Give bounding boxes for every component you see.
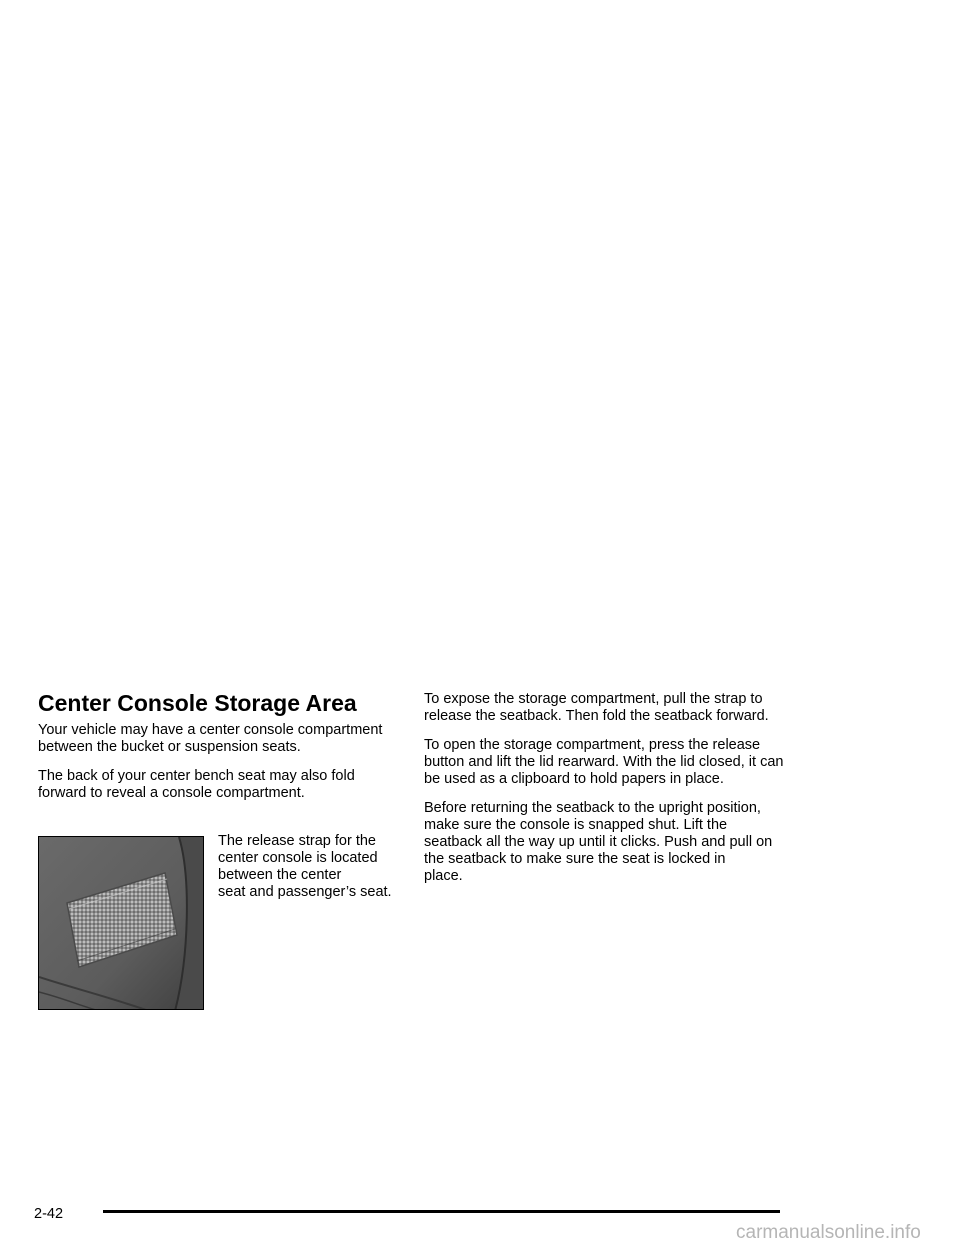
text-line: place. — [424, 868, 463, 884]
text-line: the seatback to make sure the seat is locked in — [424, 851, 726, 867]
text-line: button and lift the lid rearward. With the lid closed, it can — [424, 754, 784, 770]
text-line: release the seatback. Then fold the seatback forward. — [424, 708, 769, 724]
release-strap-illustration — [39, 837, 204, 1010]
text-line: forward to reveal a console compartment. — [38, 785, 305, 801]
caption-line: The release strap for the — [218, 833, 376, 849]
bench-seat-paragraph — [38, 768, 398, 802]
right-column — [424, 691, 796, 897]
expose-compartment-paragraph — [424, 691, 796, 725]
text-line: be used as a clipboard to hold papers in place. — [424, 771, 724, 787]
page-title: Center Console Storage Area — [38, 690, 357, 716]
intro-paragraph — [38, 722, 398, 756]
text-line: The back of your center bench seat may also fold — [38, 768, 355, 784]
caption-line: center console is located — [218, 850, 378, 866]
page-number: 2-42 — [34, 1206, 64, 1222]
photo-caption — [218, 833, 408, 901]
return-seatback-paragraph — [424, 800, 796, 885]
text-line: Before returning the seatback to the upright position, — [424, 800, 761, 816]
text-line: To expose the storage compartment, pull the strap to — [424, 691, 763, 707]
text-line: To open the storage compartment, press the release — [424, 737, 761, 753]
footer-rule — [103, 1210, 780, 1213]
caption-line: between the center — [218, 867, 342, 883]
open-compartment-paragraph — [424, 737, 796, 788]
watermark: carmanualsonline.info — [736, 1222, 921, 1243]
caption-line: seat and passenger’s seat. — [218, 884, 392, 900]
text-line: between the bucket or suspension seats. — [38, 739, 301, 755]
release-strap-photo — [38, 836, 204, 1010]
text-line: Your vehicle may have a center console compartment — [38, 722, 383, 738]
left-column — [38, 722, 398, 814]
text-line: seatback all the way up until it clicks. Push and pull on — [424, 834, 773, 850]
text-line: make sure the console is snapped shut. Lift the — [424, 817, 728, 833]
